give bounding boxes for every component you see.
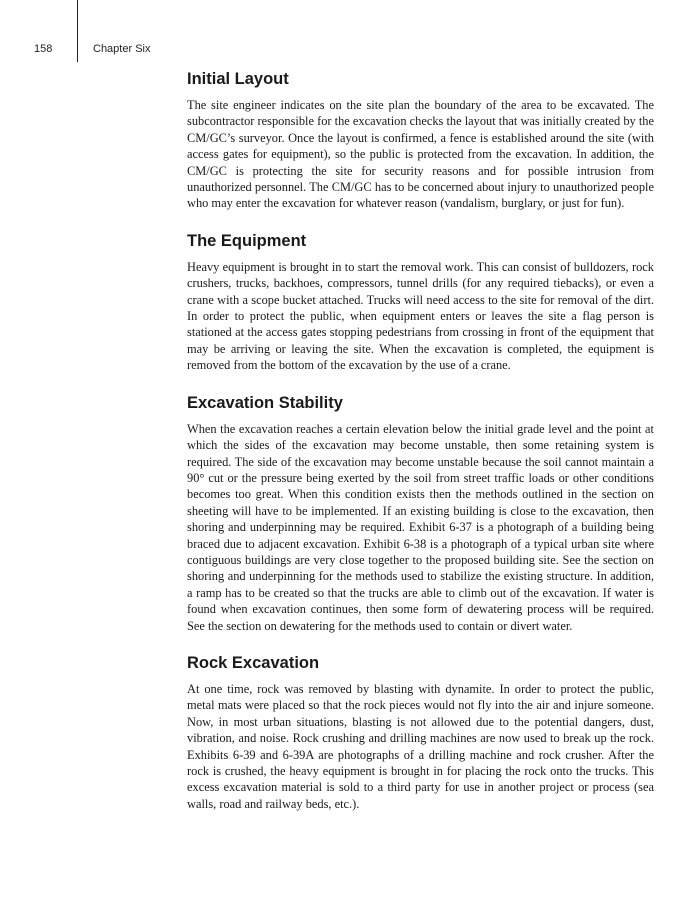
section-paragraph: When the excavation reaches a certain elevation below the initial grade level and the point at which the sides of the excavation may become unstable, then some retaining system is required. The side of the excavation may become unstable because the soil cannot maintain a 90° cut or the pressure being exerted by the soil from street traffic loads or other conditions becomes too great. When this condition exists then the methods outlined in the section on sheeting will have to be implemented. If an existing building is close to the excavation, then shoring and underpinning may be required. Exhibit 6-37 is a photograph of a building being braced due to adjacent excavation. Exhibit 6-38 is a photograph of a typical urban site where contiguous buildings are very close together to the proposed building site. See the section on shoring and underpinning for the methods used to stabilize the existing structure. In addition, a ramp has to be created so that the trucks are able to climb out of the excavation. If water is found when excavation continues, then some form of dewatering process will be required. See the section on dewatering for the methods used to contain or divert water. bbox=[187, 421, 654, 633]
page-number: 158 bbox=[34, 43, 53, 55]
page-body bbox=[187, 70, 654, 832]
section-initial-layout bbox=[187, 70, 654, 212]
section-excavation-stability bbox=[187, 394, 654, 634]
header-divider bbox=[77, 0, 78, 62]
section-heading: The Equipment bbox=[187, 231, 307, 250]
section-paragraph: The site engineer indicates on the site plan the boundary of the area to be excavated. The subcontractor responsible for the excavation checks the layout that was initially created by the CM/GC’s surveyor. Once the layout is confirmed, a fence is established around the site (with access gates for equipment), so the public is protected from the excavation. In addition, the CM/GC is protecting the site for security reasons and for possible intrusion from unauthorized personnel. The CM/GC has to be concerned about injury to unauthorized people who may enter the excavation for whatever reason (vandalism, burglary, or just for fun). bbox=[187, 98, 654, 211]
section-the-equipment bbox=[187, 232, 654, 374]
section-rock-excavation bbox=[187, 654, 654, 812]
section-paragraph: Heavy equipment is brought in to start the removal work. This can consist of bulldozers, rock crushers, trucks, backhoes, compressors, tunnel drills (for any required tiebacks), or even a crane with a scope bucket attached. Trucks will need access to the site for removal of the dirt. In order to protect the public, when equipment enters or leaves the site a flag person is stationed at the access gates stopping pedestrians from crossing in front of the equipment that may be arriving or leaving the site. When the excavation is completed, the equipment is removed from the bottom of the excavation by the use of a crane. bbox=[187, 259, 654, 373]
section-heading: Initial Layout bbox=[187, 70, 289, 88]
chapter-title: Chapter Six bbox=[93, 43, 151, 55]
section-heading: Excavation Stability bbox=[187, 393, 343, 412]
section-heading: Rock Excavation bbox=[187, 653, 320, 672]
section-paragraph: At one time, rock was removed by blasting with dynamite. In order to protect the public, metal mats were placed so that the rock pieces would not fly into the air and injure someone. Now, in most urban situations, blasting is not allowed due to the potential dangers, dust, vibration, and noise. Rock crushing and drilling machines are now used to break up the rock. Exhibits 6-39 and 6-39A are photographs of a drilling machine and rock crusher. After the rock is crushed, the heavy equipment is brought in for placing the rock onto the trucks. This excess excavation material is sold to a third party for use in another project or process (sea walls, road and railway beds, etc.). bbox=[187, 681, 654, 811]
